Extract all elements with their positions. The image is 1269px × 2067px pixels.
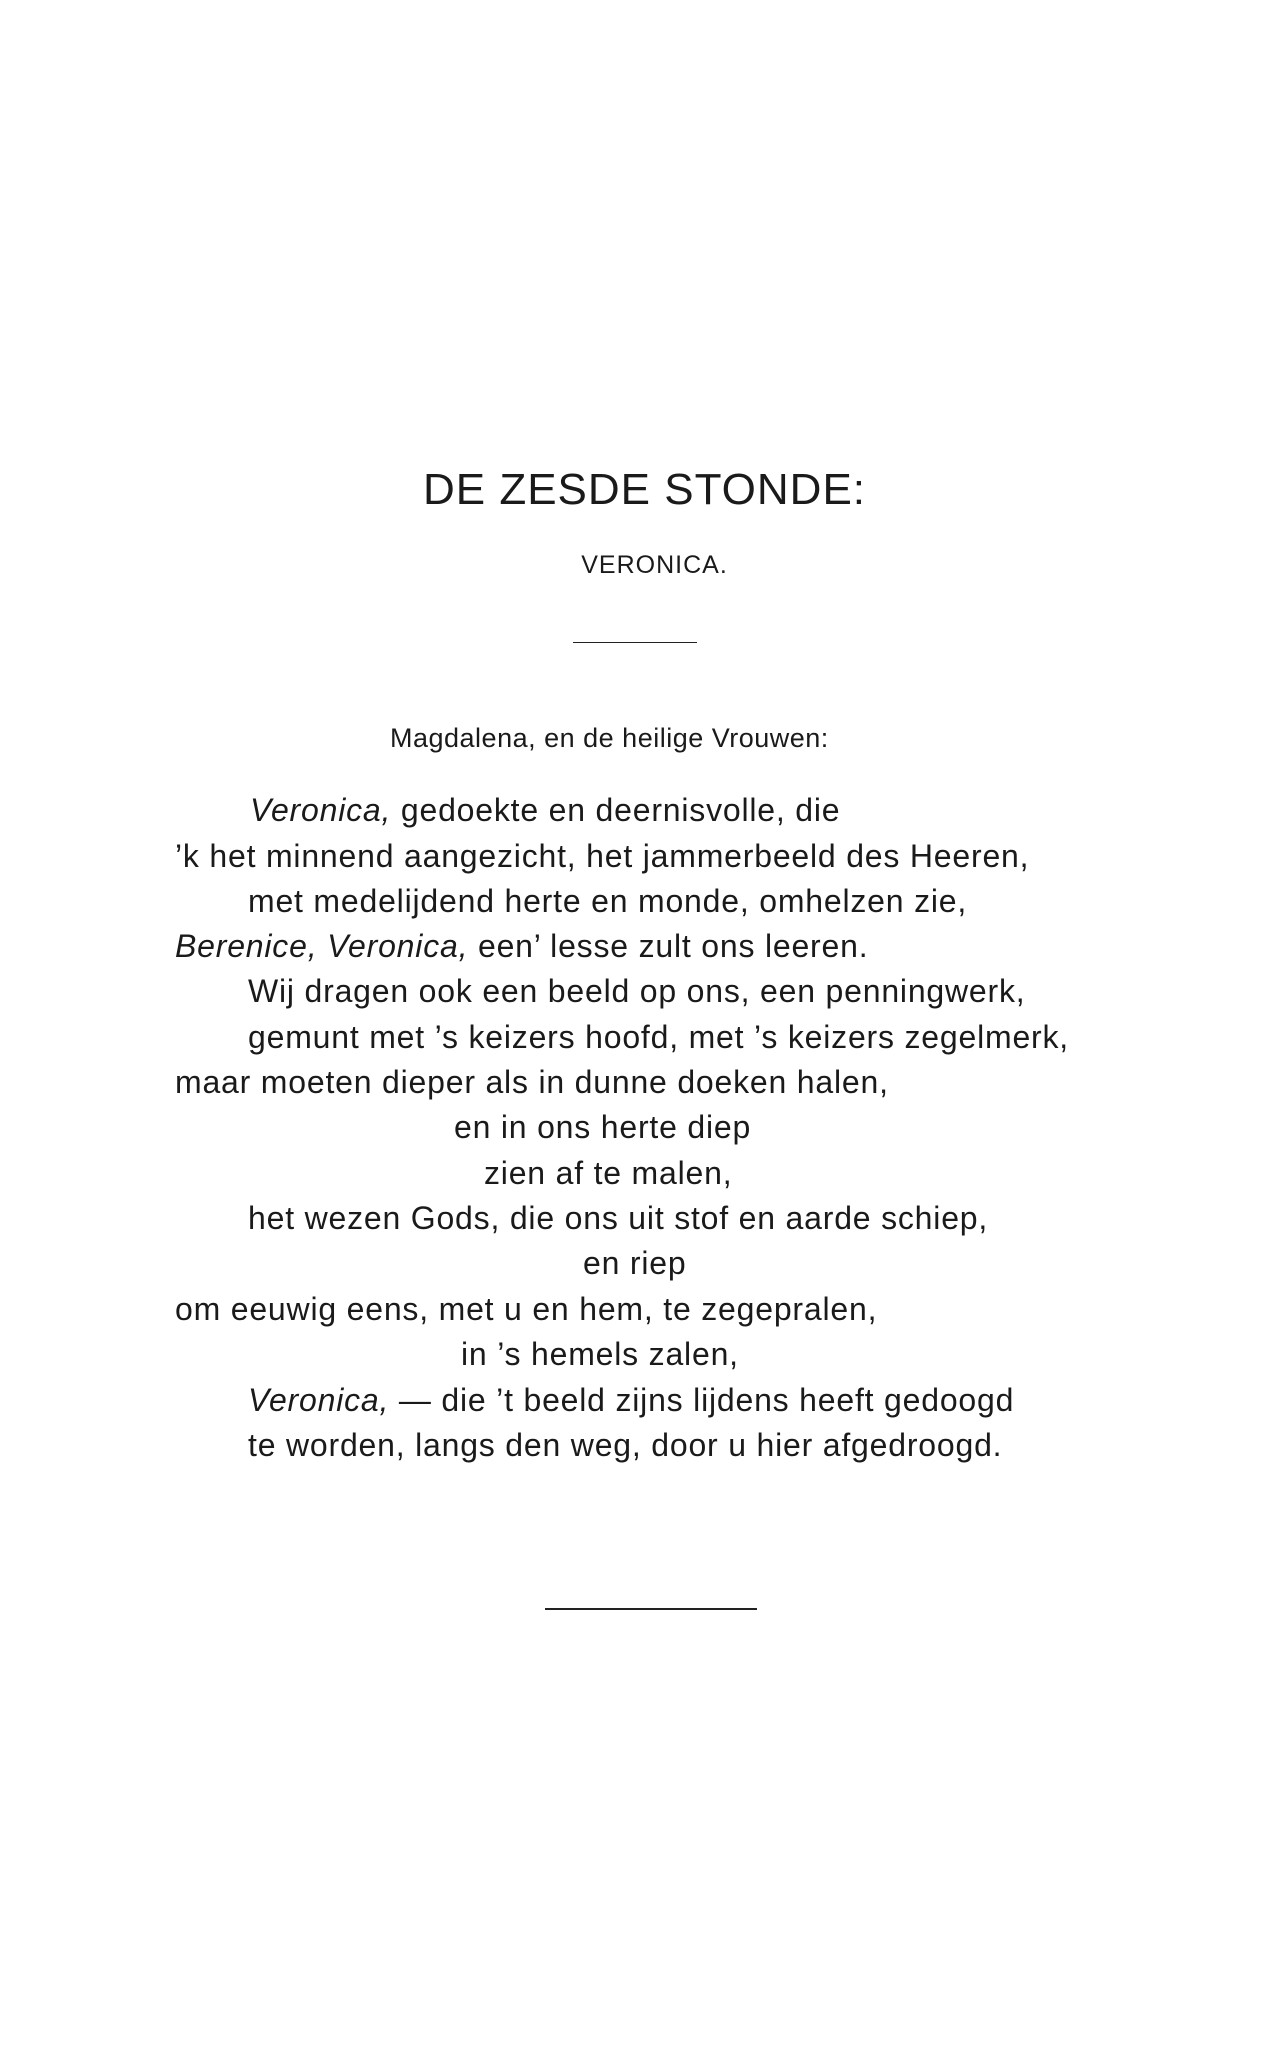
- verse-line-9: zien af te malen,: [484, 1155, 733, 1191]
- verse-line-14-name: Veronica,: [248, 1382, 390, 1418]
- verse-line-10: het wezen Gods, die ons uit stof en aarde schiep,: [248, 1200, 989, 1236]
- verse-line-14-text: — die ’t beeld zijns lijdens heeft gedoogd: [389, 1382, 1015, 1418]
- verse-line-1-name: Veronica,: [250, 792, 392, 828]
- verse-line-4-names: Berenice, Veronica,: [175, 928, 469, 964]
- speaker-label: Magdalena, en de heilige Vrouwen:: [390, 723, 829, 753]
- verse-line-3: met medelijdend herte en monde, omhelzen zie,: [248, 883, 968, 919]
- verse-line-12: om eeuwig eens, met u en hem, te zegepralen,: [175, 1291, 878, 1327]
- verse-line-6: gemunt met ’s keizers hoofd, met ’s keizers zegelmerk,: [248, 1019, 1069, 1055]
- verse-line-13: in ’s hemels zalen,: [461, 1336, 739, 1372]
- verse-line-7: maar moeten dieper als in dunne doeken halen,: [175, 1064, 889, 1100]
- verse-line-1: [250, 794, 840, 826]
- verse-line-5: Wij dragen ook een beeld op ons, een penningwerk,: [248, 973, 1026, 1009]
- verse-line-8: en in ons herte diep: [454, 1109, 752, 1145]
- page-subtitle: VERONICA.: [581, 551, 728, 579]
- divider-bottom: [545, 1608, 757, 1610]
- verse-line-4: [175, 930, 868, 962]
- verse-line-11: en riep: [583, 1245, 687, 1281]
- verse-line-15: te worden, langs den weg, door u hier afgedroogd.: [248, 1427, 1003, 1463]
- verse-line-14: [248, 1384, 1014, 1416]
- verse-line-1-text: gedoekte en deernisvolle, die: [391, 792, 841, 828]
- divider-top: [573, 642, 697, 643]
- verse-line-2: ’k het minnend aangezicht, het jammerbeeld des Heeren,: [175, 838, 1030, 874]
- page-title: DE ZESDE STONDE:: [422, 465, 867, 514]
- verse-line-4-text: een’ lesse zult ons leeren.: [468, 928, 869, 964]
